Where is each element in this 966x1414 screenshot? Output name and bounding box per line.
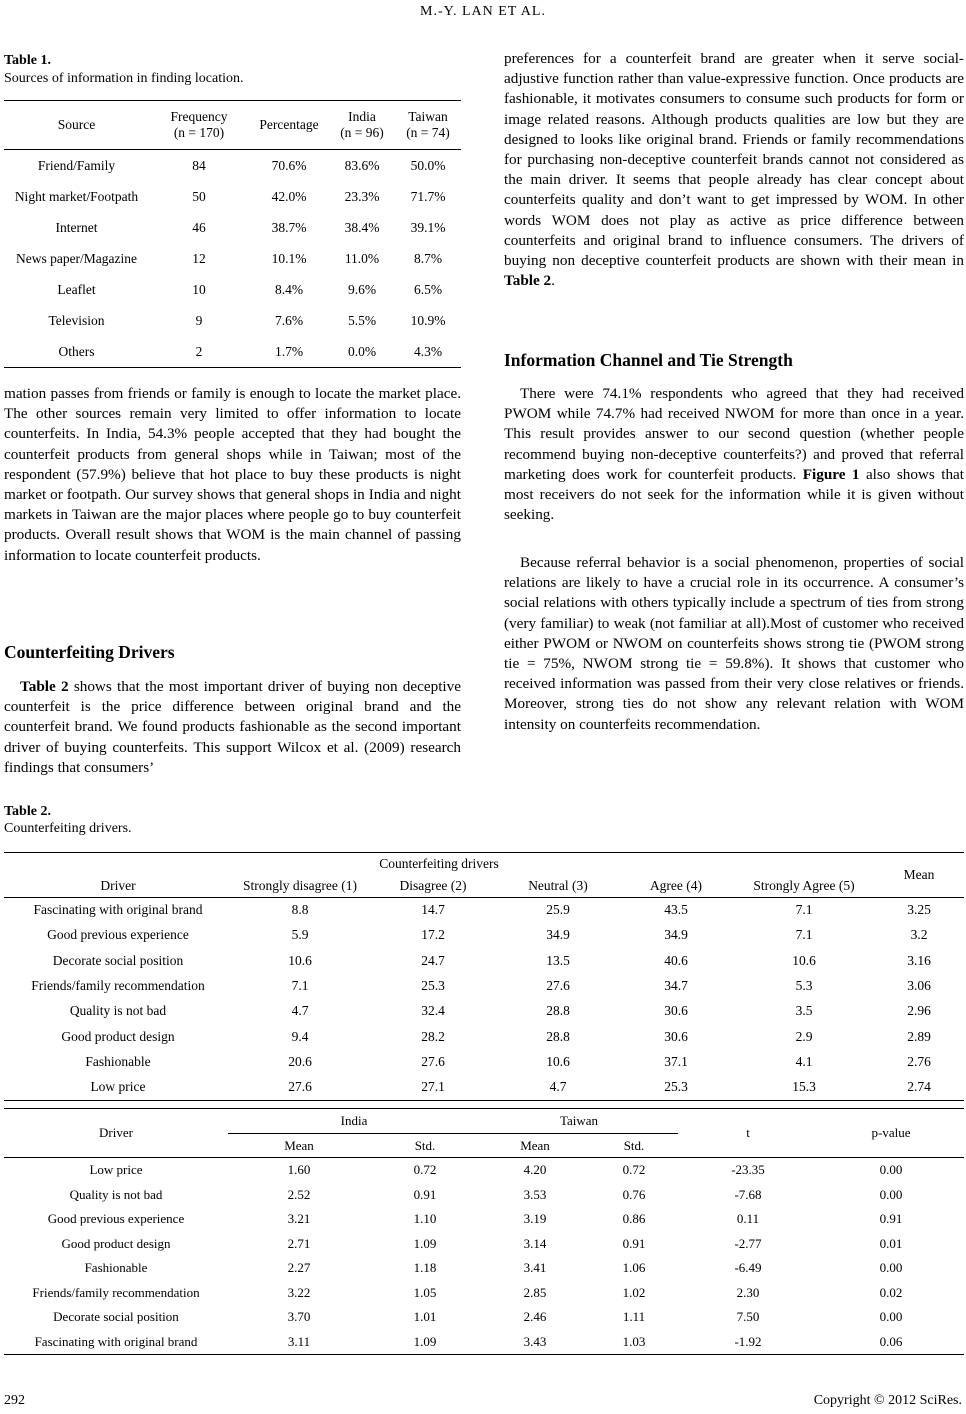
figure1-reference: Figure 1 [802,465,860,483]
table2-cell: Low price [90,1079,146,1095]
table1-header-row [4,101,461,150]
table3-cell: 1.06 [622,1260,646,1276]
table2-cell: 4.1 [795,1053,813,1069]
section-heading-information-channel: Information Channel and Tie Strength [504,350,793,370]
table2-col-disagree: Disagree (2) [399,877,467,893]
table2-cell: 28.8 [546,1028,570,1044]
left-paragraph-2: Table 2 shows that the most important driver of buying non deceptive counterfeit is the price difference between original brand and the counterfeit brand. We found products fashionable as the second important driver of buying counterfeits. This support Wilcox et al. (2009) research findings that consumers’ [4,678,461,776]
table2-cell: 27.6 [546,978,570,994]
table3-cell: 3.21 [287,1211,311,1227]
table2-cell: 5.3 [795,978,813,994]
table3-cell: 1.18 [413,1260,437,1276]
table1-cell: 1.7% [274,343,304,359]
table2-col-neutral: Neutral (3) [528,877,588,893]
table1-cell: Friend/Family [37,157,116,173]
table1 [4,100,461,368]
right-paragraph-3: Because referral behavior is a social phenomenon, properties of social relations are likely to have a crucial role in its occurrence. A consumer’s social relations with others typically include a spectrum of ties from strong (very familiar) to weak (not familiar at all).Most of customer who received either PWOM or NWOM on counterfeits shows strong tie (PWOM strong tie = 75%, NWOM strong tie = 59.8%). It shows that customer who received information was passed from their very close relatives or friends. Moreover, strong ties do not show any relevant relation with WOM intensity on counterfeits recommendation. [504,554,964,733]
table1-row [4,336,461,368]
table2-cell: 4.7 [549,1079,567,1095]
table3-cell: 3.43 [523,1333,547,1349]
table2-cell: 34.9 [546,927,570,943]
table2-cell: 28.2 [421,1028,445,1044]
table1-col-source: Source [57,117,96,132]
table1-cell: 42.0% [271,188,307,204]
table3-row [4,1256,964,1281]
section-heading-counterfeiting-drivers: Counterfeiting Drivers [4,642,175,662]
table1-cell: 50 [192,188,206,204]
table3-cell: -7.68 [734,1186,762,1202]
table1-cell: 39.1% [410,219,446,235]
table3-cell: 0.11 [736,1211,760,1227]
table1-cell: 71.7% [410,188,446,204]
table2-row [4,973,964,998]
table2-row [4,1049,964,1074]
table2-cell: Fascinating with original brand [33,902,203,918]
table3-row [4,1305,964,1330]
table2-cell: 34.7 [664,978,688,994]
table2-row [4,923,964,948]
table3-cell: 2.85 [523,1284,547,1300]
table3-cell: 3.41 [523,1260,547,1276]
table3-cell: -1.92 [734,1333,762,1349]
table2-cell: 3.16 [907,952,931,968]
table1-col-taiwan: Taiwan (n = 74) [406,109,450,140]
table1-row [4,212,461,243]
table3-cell: 0.86 [622,1211,646,1227]
table3-row [4,1232,964,1257]
table3-cell: 2.71 [287,1235,311,1251]
table3-cell: 2.46 [523,1309,547,1325]
table1-cell: 11.0% [344,250,380,266]
table2-cell: Fashionable [85,1053,151,1069]
table3-cell: 3.14 [523,1235,547,1251]
table2-cell: 17.2 [421,927,445,943]
table3-cell: -2.77 [734,1235,762,1251]
table2-cell: Friends/family recommendation [31,978,205,994]
table2-cell: 15.3 [792,1079,816,1095]
table3-cell: Decorate social position [53,1309,179,1325]
table3-cell: Quality is not bad [69,1186,163,1202]
table2-cell: 27.6 [288,1079,312,1095]
table3-group-taiwan: Taiwan [480,1109,678,1134]
table2-cell: 28.8 [546,1003,570,1019]
table2-row [4,897,964,923]
table3-india-std: Std. [414,1137,436,1153]
table2-cell: 27.6 [421,1053,445,1069]
table2 [4,852,964,1101]
table1-cell: 83.6% [344,157,380,173]
table2-reference-right: Table 2 [504,272,552,290]
table2-col-strongly-agree: Strongly Agree (5) [753,877,855,893]
table1-cell: 9.6% [347,281,377,297]
table3-cell: -23.35 [731,1162,765,1178]
table2-cell: 27.1 [421,1079,445,1095]
table1-cell: 70.6% [271,157,307,173]
table2-cell: 3.5 [795,1003,813,1019]
table3-taiwan-std: Std. [623,1137,645,1153]
table2-cell: 2.74 [907,1079,931,1095]
table2-col-driver: Driver [100,877,136,893]
table3-cell: 0.00 [879,1260,903,1276]
table1-cell: 23.3% [344,188,380,204]
table2-cell: 2.76 [907,1053,931,1069]
table3-group-india: India [228,1109,480,1134]
table3-cell: 3.70 [287,1309,311,1325]
table3-cell: Good product design [61,1235,171,1251]
table1-col-frequency: Frequency (n = 170) [170,109,228,140]
table1-caption: Sources of information in finding location. [4,71,244,86]
table2-cell: 3.25 [907,902,931,918]
table1-col-india: India (n = 96) [340,109,384,140]
table1-cell: 50.0% [410,157,446,173]
table3-cell: 1.02 [622,1284,646,1300]
table2-cell: 40.6 [664,952,688,968]
table3-row [4,1330,964,1355]
table2-cell: 7.1 [795,927,813,943]
table1-row [4,243,461,274]
table1-label: Table 1. [4,53,51,68]
table2-cell: 10.6 [288,952,312,968]
table2-cell: Quality is not bad [69,1003,167,1019]
table1-cell: 8.7% [413,250,443,266]
table2-cell: 2.96 [907,1003,931,1019]
table2-label: Table 2. [4,804,51,819]
table3-row [4,1281,964,1306]
left-column [4,384,461,566]
table2-cell: 4.7 [291,1003,309,1019]
table2-cell: 8.8 [291,902,309,918]
table1-row [4,305,461,336]
table3-cell: 0.06 [879,1333,903,1349]
right-paragraph-2: There were 74.1% respondents who agreed that they had received PWOM while 74.7% had received NWOM for more than once in a year. This result provides answer to our second question (whether people recommend buying non-deceptive counterfeits?) and proved that referral marketing does work for counterfeit products. Figure 1 also shows that most receivers do not seek for the information while it is given without seeking. [504,385,964,524]
table2-cell: 7.1 [795,902,813,918]
table2-cell: 7.1 [291,978,309,994]
table1-cell: 38.4% [344,219,380,235]
table3-cell: 3.22 [287,1284,311,1300]
table2-cell: 37.1 [664,1053,688,1069]
table1-cell: News paper/Magazine [15,250,138,266]
table1-cell: 46 [192,219,206,235]
table3-cell: Fascinating with original brand [34,1333,198,1349]
table2-cell: 10.6 [546,1053,570,1069]
table2-cell: 9.4 [291,1028,309,1044]
table3-cell: 1.09 [413,1333,437,1349]
table1-cell: 2 [195,343,203,359]
table3-cell: 1.05 [413,1284,437,1300]
table3-cell: 0.00 [879,1309,903,1325]
table2-cell: 14.7 [421,902,445,918]
table3-cell: 2.27 [287,1260,311,1276]
table2-cell: 25.3 [421,978,445,994]
table1-row [4,150,461,182]
table3-india-mean: Mean [284,1137,314,1153]
table3-col-t: t [746,1125,750,1140]
table2-cell: Decorate social position [52,952,184,968]
table2-cell: 43.5 [664,902,688,918]
table2-cell: 32.4 [421,1003,445,1019]
table2-row [4,1024,964,1049]
table3-cell: 0.91 [413,1186,437,1202]
table2-cell: 3.06 [907,978,931,994]
table1-cell: 10 [192,281,206,297]
table3-cell: 4.20 [523,1162,547,1178]
table3-cell: 0.72 [622,1162,646,1178]
table2-cell: 25.3 [664,1079,688,1095]
table3-cell: 3.53 [523,1186,547,1202]
table2-reference: Table 2 [20,678,69,695]
left-paragraph-1: mation passes from friends or family is enough to locate the market place. The other sources remain very limited to offer information to locate counterfeits. In India, 54.3% people accepted that they had bought the counterfeit products from general shops while in Taiwan; most of the respondent (57.9%) believe that hot place to buy these products is night market or footpath. Our survey shows that general shops in India and night markets in Taiwan are the major places where people go to buy counterfeit products. Overall result shows that WOM is the main channel of passing information to locate counterfeit products. [4,385,461,564]
table3-cell: 3.11 [287,1333,311,1349]
table3-taiwan-mean: Mean [520,1137,550,1153]
table2-caption: Counterfeiting drivers. [4,821,132,836]
table1-cell: 6.5% [413,281,443,297]
table3-cell: Low price [89,1162,143,1178]
table3-row [4,1158,964,1183]
table2-cell: 3.2 [910,927,928,943]
table1-row [4,181,461,212]
table1-cell: 10.9% [410,312,446,328]
table2-cell: Good previous experience [47,927,189,943]
table3-col-driver: Driver [99,1125,133,1140]
table2-row [4,999,964,1024]
table3-cell: Friends/family recommendation [32,1284,200,1300]
table2-cell: 25.9 [546,902,570,918]
table1-cell: 9 [195,312,203,328]
table1-cell: Leaflet [57,281,96,297]
table1-cell: 84 [192,157,206,173]
table3-cell: 1.11 [622,1309,646,1325]
table2-cell: 24.7 [421,952,445,968]
table2-cell: 5.9 [291,927,309,943]
table2-cell: Good product design [61,1028,175,1044]
table1-cell: 38.7% [271,219,307,235]
table1-cell: Television [48,312,105,328]
table2-row [4,948,964,973]
table2-cell: 13.5 [546,952,570,968]
table2-cell: 20.6 [288,1053,312,1069]
table1-cell: 5.5% [347,312,377,328]
table1-cell: 7.6% [274,312,304,328]
table1-cell: Internet [55,219,98,235]
table3-cell: Good previous experience [47,1211,185,1227]
table3-cell: 0.72 [413,1162,437,1178]
table3-cell: 0.00 [879,1186,903,1202]
table3-col-p: p-value [871,1125,911,1140]
copyright: Copyright © 2012 SciRes. [813,1393,962,1408]
table3-cell: 7.50 [736,1309,760,1325]
table2-cell: 10.6 [792,952,816,968]
table3-cell: 0.91 [622,1235,646,1251]
table3-cell: Fashionable [84,1260,148,1276]
table1-cell: Others [58,343,95,359]
table1-cell: 10.1% [271,250,307,266]
table1-cell: 4.3% [413,343,443,359]
page-number: 292 [4,1393,25,1408]
table2-cell: 30.6 [664,1003,688,1019]
table3-cell: 2.30 [736,1284,760,1300]
table3-cell: 3.19 [523,1211,547,1227]
table1-col-percentage: Percentage [259,117,319,132]
table3-cell: 1.01 [413,1309,437,1325]
table1-cell: 0.0% [347,343,377,359]
table1-cell: 12 [192,250,206,266]
table1-cell: Night market/Footpath [14,188,139,204]
table3-cell: 1.09 [413,1235,437,1251]
table2-row [4,1075,964,1101]
table2-cell: 34.9 [664,927,688,943]
table3-cell: 2.52 [287,1186,311,1202]
table2-col-strongly-disagree: Strongly disagree (1) [243,877,357,893]
table1-row [4,274,461,305]
table2-cell: 2.89 [907,1028,931,1044]
table2-cell: 2.9 [795,1028,813,1044]
table3-cell: 0.76 [622,1186,646,1202]
table3-row [4,1183,964,1208]
running-head: M.-Y. LAN ET AL. [420,4,546,19]
table3-cell: 0.00 [879,1162,903,1178]
table3-cell: 1.03 [622,1333,646,1349]
table3-cell: 0.02 [879,1284,903,1300]
table3-cell: -6.49 [734,1260,762,1276]
table1-cell: 8.4% [274,281,304,297]
table3 [4,1108,964,1355]
table2-group-header: Counterfeiting drivers [379,856,499,871]
table3-cell: 0.91 [879,1211,903,1227]
table3-cell: 0.01 [879,1235,903,1251]
table3-cell: 1.10 [413,1211,437,1227]
table2-col-mean: Mean [903,866,935,882]
table2-cell: 30.6 [664,1028,688,1044]
right-paragraph-1: preferences for a counterfeit brand are greater when it serve social-adjustive function rather than value-expressive function. Once products are fashionable, it motivates consumers to consume such products for form or image related reasons. Although products qualities are low but they are designed to looks like original brand. Friends or family recommendations for purchasing non-deceptive counterfeit brands cannot not considered as the main driver. It seems that people already has clear concept about counterfeits quality and don’t want to get impressed by WOM. In other words WOM does not play as active as price difference between counterfeits and original brand to influence consumers. The drivers of buying non deceptive counterfeit products are shown with their mean in Table 2. [504,50,964,290]
table2-col-agree: Agree (4) [649,877,703,893]
table3-row [4,1207,964,1232]
table3-cell: 1.60 [287,1162,311,1178]
